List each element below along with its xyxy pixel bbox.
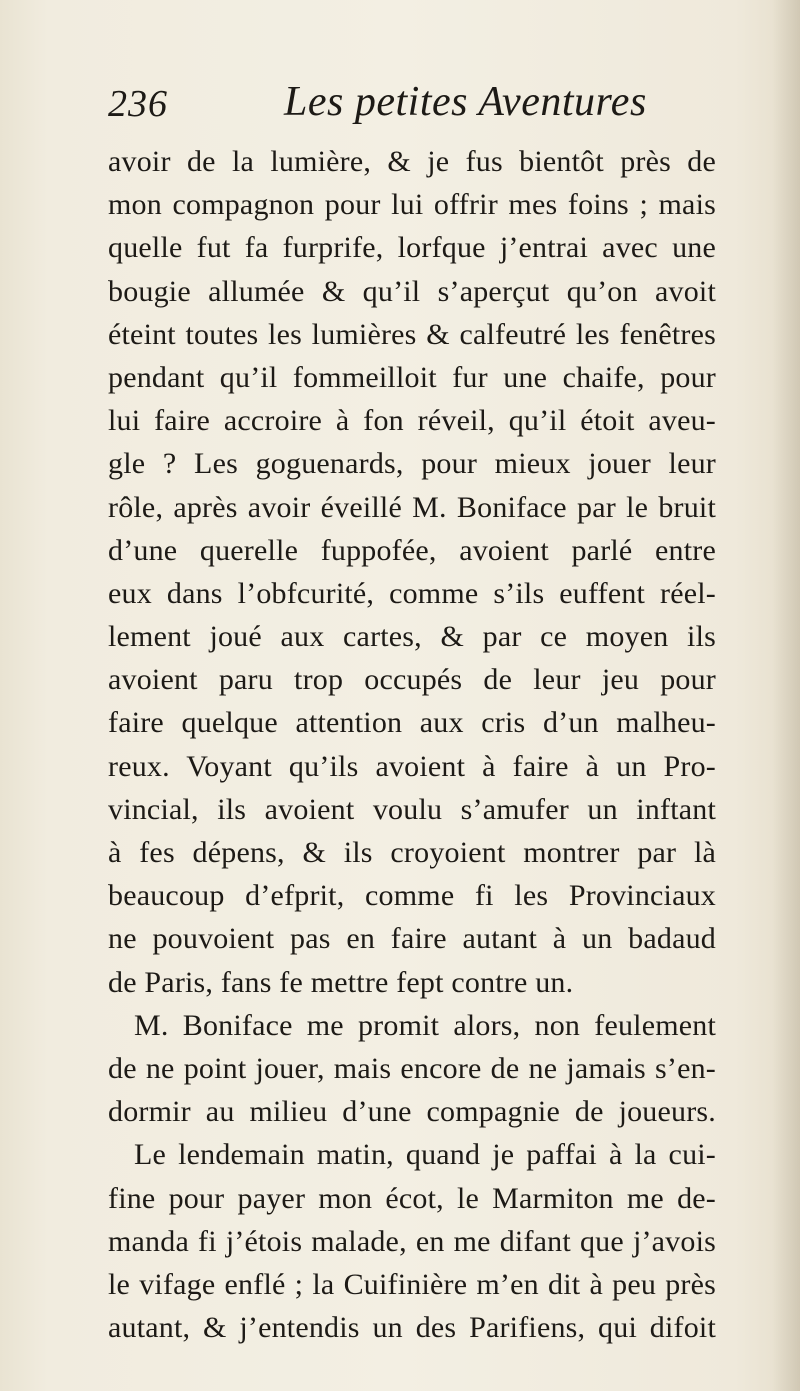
page-edge-shadow [772,0,800,1391]
text-line: à fes dépens, & ils croyoient montrer par là [108,836,716,869]
header-title: Les petites Aventures [284,79,647,125]
page-number: 236 [108,83,168,125]
text-line: avoient paru trop occupés de leur jeu pour [108,663,716,697]
text-line: lui faire accroire à fon réveil, qu’il étoit aveu- [108,404,716,438]
text-line: le vifage enflé ; la Cuifinière m’en dit à peu près [108,1267,716,1301]
text-line: quelle fut fa furprife, lorfque j’entrai avec une [108,231,716,265]
text-line: bougie allumée & qu’il s’aperçut qu’on avoit [108,274,716,308]
text-line: reux. Voyant qu’ils avoient à faire à un Pro- [108,749,716,783]
body-text [108,140,716,1349]
text-line: beaucoup d’efprit, comme fi les Provinciaux [108,879,716,913]
text-line: avoir de la lumière, & je fus bientôt près de [108,145,716,178]
text-line: éteint toutes les lumières & calfeutré les fenêtres [108,317,716,351]
text-line-paragraph-start: M. Boniface me promit alors, non feulement [134,1008,716,1042]
text-line: autant, & j’entendis un des Parifiens, qui difoit [108,1311,716,1345]
text-line: mon compagnon pour lui offrir mes foins ; mais [108,188,716,222]
text-line: vincial, ils avoient voulu s’amufer un inftant [108,792,716,826]
text-line: rôle, après avoir éveillé M. Boniface par le bruit [108,490,716,524]
text-line-paragraph-end: de Paris, fans fe mettre fept contre un. [108,965,574,999]
text-line-paragraph-start: Le lendemain matin, quand je paffai à la cui- [134,1138,716,1172]
text-line: de ne point jouer, mais encore de ne jamais s’en- [108,1051,716,1085]
running-head [108,74,708,134]
text-line: pendant qu’il fommeilloit fur une chaife, pour [108,360,716,394]
text-line: manda fi j’étois malade, en me difant que j’avois [108,1224,716,1258]
text-line: eux dans l’obfcurité, comme s’ils euffent réel- [108,576,716,610]
text-line: faire quelque attention aux cris d’un malheu- [108,706,716,740]
text-line: lement joué aux cartes, & par ce moyen ils [108,620,716,654]
text-line: gle ? Les goguenards, pour mieux jouer leur [108,447,716,481]
text-line: fine pour payer mon écot, le Marmiton me de- [108,1181,716,1215]
text-line-paragraph-end: dormir au milieu d’une compagnie de joueurs. [108,1095,716,1129]
text-line: d’une querelle fuppofée, avoient parlé entre [108,533,716,567]
text-line: ne pouvoient pas en faire autant à un badaud [108,922,716,956]
